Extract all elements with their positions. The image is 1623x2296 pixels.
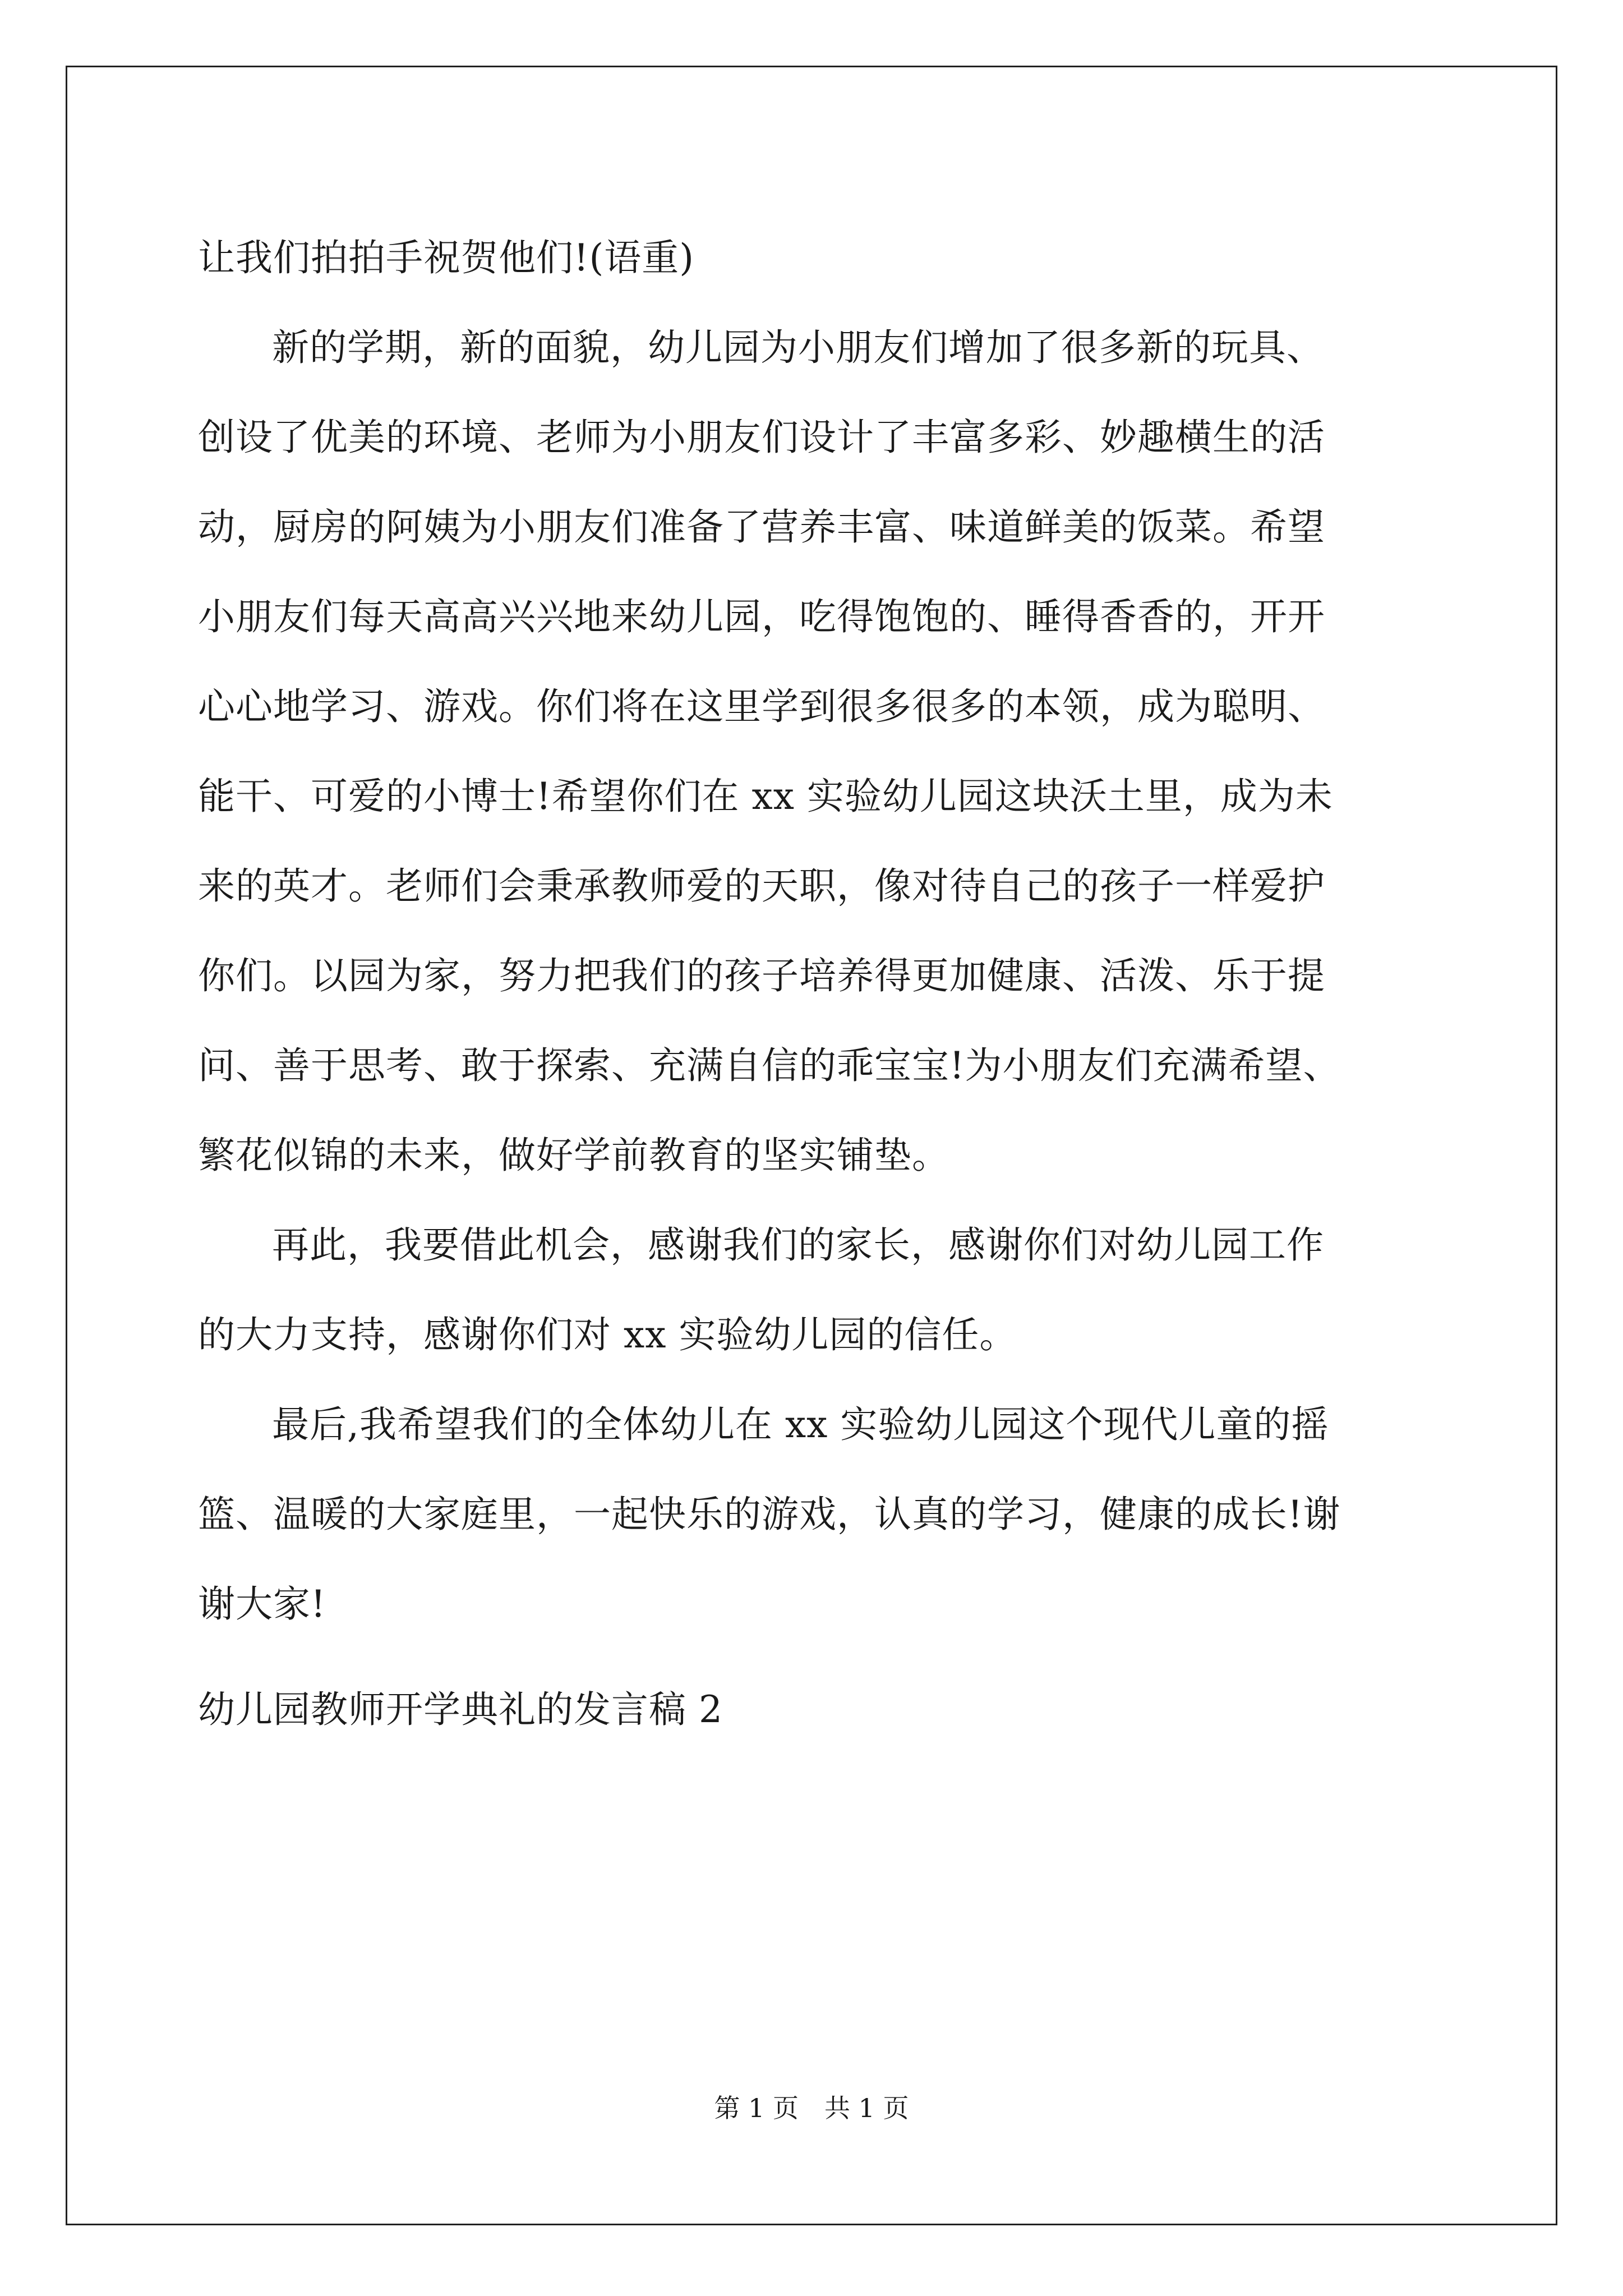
section-heading: 幼儿园教师开学典礼的发言稿 2 bbox=[198, 1688, 723, 1731]
text-line: 的大力支持，感谢你们对 xx 实验幼儿园的信任。 bbox=[198, 1313, 1017, 1356]
text-line: 心心地学习、游戏。你们将在这里学到很多很多的本领，成为聪明、 bbox=[198, 685, 1325, 728]
text-line: 让我们拍拍手祝贺他们!(语重) bbox=[198, 236, 695, 279]
text-line: 来的英才。老师们会秉承教师爱的天职，像对待自己的孩子一样爱护 bbox=[198, 864, 1325, 908]
text-line: 创设了优美的环境、老师为小朋友们设计了丰富多彩、妙趣横生的活 bbox=[198, 416, 1325, 459]
paragraph-new-semester bbox=[198, 303, 1421, 1200]
paragraph-closing-wishes bbox=[198, 1380, 1421, 1649]
text-line: 你们。以园为家，努力把我们的孩子培养得更加健康、活泼、乐于提 bbox=[198, 954, 1325, 997]
text-line: 能干、可爱的小博士!希望你们在 xx 实验幼儿园这块沃土里，成为未 bbox=[198, 775, 1333, 818]
text-line: 再此，我要借此机会，感谢我们的家长，感谢你们对幼儿园工作 bbox=[272, 1223, 1324, 1267]
text-line: 动，厨房的阿姨为小朋友们准备了营养丰富、味道鲜美的饭菜。希望 bbox=[198, 505, 1325, 549]
text-line: 谢大家! bbox=[198, 1582, 326, 1626]
document-body bbox=[198, 213, 1421, 1755]
text-line: 新的学期，新的面貌，幼儿园为小朋友们增加了很多新的玩具、 bbox=[272, 326, 1324, 369]
text-line: 问、善于思考、敢于探索、充满自信的乖宝宝!为小朋友们充满希望、 bbox=[198, 1044, 1341, 1087]
page-number-footer: 第 1 页 共 1 页 bbox=[714, 2093, 909, 2123]
paragraph-closing-line bbox=[198, 213, 1421, 303]
text-line: 繁花似锦的未来，做好学前教育的坚实铺垫。 bbox=[198, 1134, 949, 1177]
paragraph-thanks-parents bbox=[198, 1200, 1421, 1380]
text-line: 最后,我希望我们的全体幼儿在 xx 实验幼儿园这个现代儿童的摇 bbox=[272, 1403, 1329, 1446]
text-line: 小朋友们每天高高兴兴地来幼儿园，吃得饱饱的、睡得香香的，开开 bbox=[198, 595, 1325, 638]
text-line: 篮、温暖的大家庭里，一起快乐的游戏，认真的学习，健康的成长!谢 bbox=[198, 1493, 1341, 1536]
